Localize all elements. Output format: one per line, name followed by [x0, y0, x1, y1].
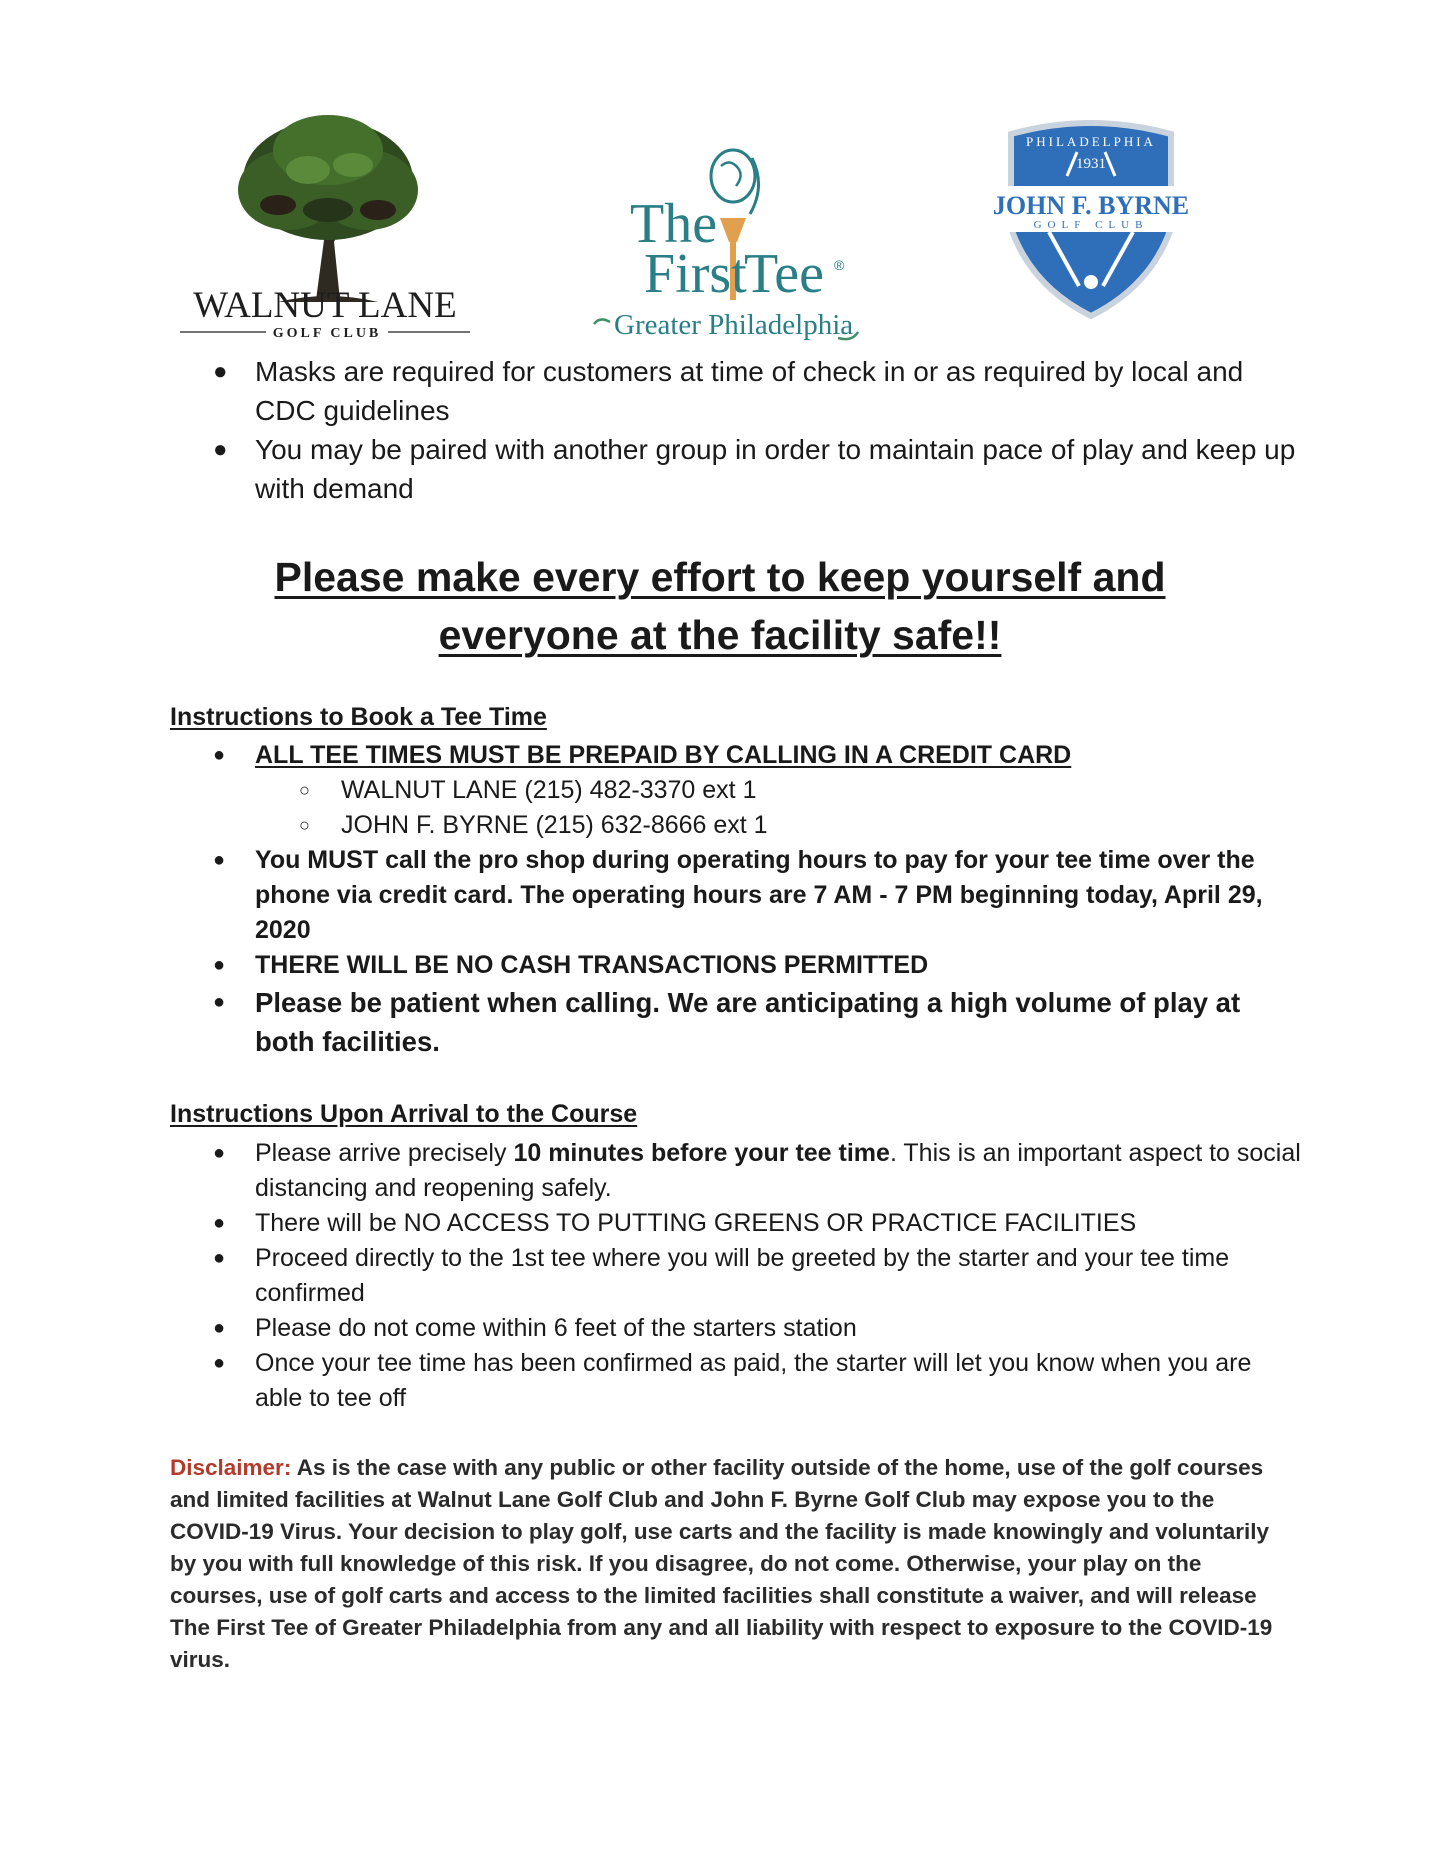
list-item: ● THERE WILL BE NO CASH TRANSACTIONS PERMITTED: [255, 948, 1305, 983]
walnut-lane-name: WALNUT LANE: [193, 285, 457, 326]
byrne-name: JOHN F. BYRNE: [992, 191, 1190, 220]
walnut-lane-sub: GOLF CLUB: [272, 326, 382, 341]
john-f-byrne-logo: [975, 116, 1207, 326]
bullet-icon: ●: [213, 954, 226, 976]
bullet-icon: ●: [213, 744, 226, 766]
prepaid-notice: ALL TEE TIMES MUST BE PREPAID BY CALLING IN A CREDIT CARD: [255, 741, 1072, 769]
list-item: ● Please do not come within 6 feet of the starters station: [255, 1311, 1305, 1346]
safety-bullet-list: [213, 352, 1305, 508]
byrne-arc-text: PHILADELPHIA: [1026, 134, 1156, 149]
arrival-bullet-list: [213, 1136, 1305, 1416]
bullet-icon: ●: [213, 1317, 226, 1339]
logo-row: [0, 110, 1440, 350]
booking-section-title: Instructions to Book a Tee Time: [170, 703, 547, 731]
oak-tree-icon: [238, 115, 418, 302]
bullet-icon: ●: [213, 1247, 226, 1269]
first-tee-mark: ®: [834, 257, 845, 273]
circle-bullet-icon: ○: [299, 815, 310, 835]
phone-walnut-lane: ○ WALNUT LANE (215) 482-3370 ext 1: [341, 773, 1305, 808]
disclaimer-paragraph: [170, 1452, 1280, 1676]
list-item: ● You may be paired with another group in order to maintain pace of play and keep up with demand: [255, 430, 1305, 508]
bullet-icon: ●: [213, 436, 228, 463]
list-item: ● Masks are required for customers at time of check in or as required by local and CDC guidelines: [255, 352, 1305, 430]
phone-john-f-byrne: ○ JOHN F. BYRNE (215) 632-8666 ext 1: [341, 808, 1305, 843]
bullet-icon: ●: [213, 358, 228, 385]
list-item: ● Please be patient when calling. We are anticipating a high volume of play at both facilities.: [255, 983, 1305, 1061]
first-tee-tee: Tee: [744, 243, 825, 305]
phone-list: [299, 773, 1305, 843]
list-item: ● There will be NO ACCESS TO PUTTING GREENS OR PRACTICE FACILITIES: [255, 1206, 1305, 1241]
first-tee-sub: Greater Philadelphia: [614, 309, 854, 341]
first-tee-first: First: [644, 243, 747, 305]
disclaimer-label: Disclaimer:: [170, 1455, 292, 1480]
list-item: [213, 738, 1305, 843]
disclaimer-text: As is the case with any public or other facility outside of the home, use of the golf courses and limited facilities at Walnut Lane Golf Club and John F. Byrne Golf Club may expose you to the COVID-19 Virus. Your decision to play golf, use carts and the facility is made knowingly and voluntarily by you with full knowledge of this risk. If you disagree, do not come. Otherwise, your play on the courses, use of golf carts and access to the limited facilities shall constitute a waiver, and will release The First Tee of Greater Philadelphia from any and all liability with respect to exposure to the COVID-19 virus.: [170, 1455, 1273, 1672]
booking-bullet-list: [213, 738, 1305, 1061]
walnut-lane-logo: [178, 110, 473, 342]
bullet-icon: ●: [213, 991, 226, 1013]
byrne-year: 1931: [1076, 156, 1106, 172]
safety-headline: Please make every effort to keep yourself and everyone at the facility safe!!: [274, 554, 1166, 658]
byrne-sub: GOLF CLUB: [1033, 219, 1149, 231]
list-item: ● Proceed directly to the 1st tee where you will be greeted by the starter and your tee time confirmed: [255, 1241, 1305, 1311]
list-item: ● Once your tee time has been confirmed as paid, the starter will let you know when you are able to tee off: [255, 1346, 1305, 1416]
first-tee-logo: [590, 146, 868, 354]
bullet-icon: ●: [213, 1142, 226, 1164]
arrival-section-title: Instructions Upon Arrival to the Course: [170, 1100, 638, 1128]
bullet-icon: ●: [213, 849, 226, 871]
circle-bullet-icon: ○: [299, 780, 310, 800]
first-tee-the: The: [630, 193, 718, 255]
list-item: ● You MUST call the pro shop during operating hours to pay for your tee time over the phone via credit card. The operating hours are 7 AM - 7 PM beginning today, April 29, 2020: [255, 843, 1305, 948]
bullet-icon: ●: [213, 1212, 226, 1234]
list-item: ● Please arrive precisely 10 minutes before your tee time. This is an important aspect to social distancing and reopening safely.: [255, 1136, 1305, 1206]
bullet-icon: ●: [213, 1352, 226, 1374]
